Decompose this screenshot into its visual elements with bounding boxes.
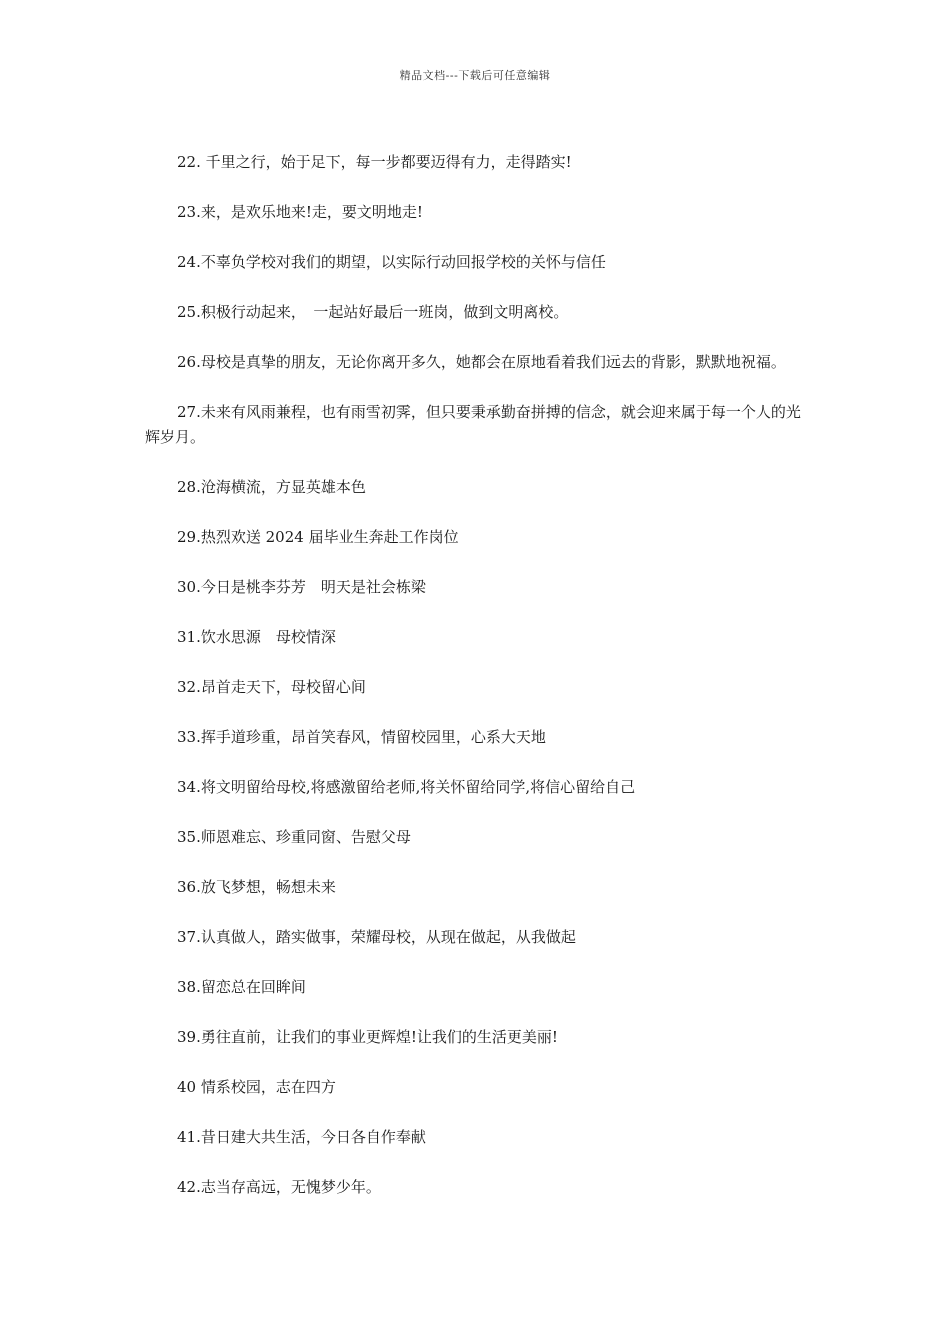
paragraph-35: 35.师恩难忘、珍重同窗、告慰父母 xyxy=(177,828,411,846)
paragraph-22: 22. 千里之行，始于足下，每一步都要迈得有力，走得踏实! xyxy=(177,153,572,171)
paragraph-30: 30.今日是桃李芬芳 明天是社会栋梁 xyxy=(177,578,426,596)
paragraph-37: 37.认真做人，踏实做事，荣耀母校，从现在做起，从我做起 xyxy=(177,928,576,946)
page-header: 精品文档---下载后可任意编辑 xyxy=(399,69,551,82)
paragraph-24: 24.不辜负学校对我们的期望，以实际行动回报学校的关怀与信任 xyxy=(177,253,606,271)
paragraph-25: 25.积极行动起来， 一起站好最后一班岗，做到文明离校。 xyxy=(177,303,569,321)
paragraph-39: 39.勇往直前，让我们的事业更辉煌!让我们的生活更美丽! xyxy=(177,1028,558,1046)
paragraph-41: 41.昔日建大共生活，今日各自作奉献 xyxy=(177,1128,426,1146)
paragraph-33: 33.挥手道珍重，昂首笑春风，情留校园里，心系大天地 xyxy=(177,728,546,746)
paragraph-40: 40 情系校园，志在四方 xyxy=(177,1078,336,1096)
paragraph-31: 31.饮水思源 母校情深 xyxy=(177,628,336,646)
document-body xyxy=(145,150,807,1225)
paragraph-27: 27.未来有风雨兼程，也有雨雪初霁，但只要秉承勤奋拼搏的信念，就会迎来属于每一个人的光辉岁月。 xyxy=(145,403,801,446)
paragraph-29: 29.热烈欢送 2024 届毕业生奔赴工作岗位 xyxy=(177,528,459,546)
paragraph-23: 23.来，是欢乐地来!走，要文明地走! xyxy=(177,203,423,221)
paragraph-32: 32.昂首走天下，母校留心间 xyxy=(177,678,366,696)
paragraph-28: 28.沧海横流，方显英雄本色 xyxy=(177,478,366,496)
paragraph-38: 38.留恋总在回眸间 xyxy=(177,978,306,996)
paragraph-26: 26.母校是真挚的朋友，无论你离开多久，她都会在原地看着我们远去的背影，默默地祝福。 xyxy=(177,353,786,371)
paragraph-36: 36.放飞梦想，畅想未来 xyxy=(177,878,336,896)
paragraph-42: 42.志当存高远，无愧梦少年。 xyxy=(177,1178,381,1196)
paragraph-34: 34.将文明留给母校,将感激留给老师,将关怀留给同学,将信心留给自己 xyxy=(177,778,636,796)
